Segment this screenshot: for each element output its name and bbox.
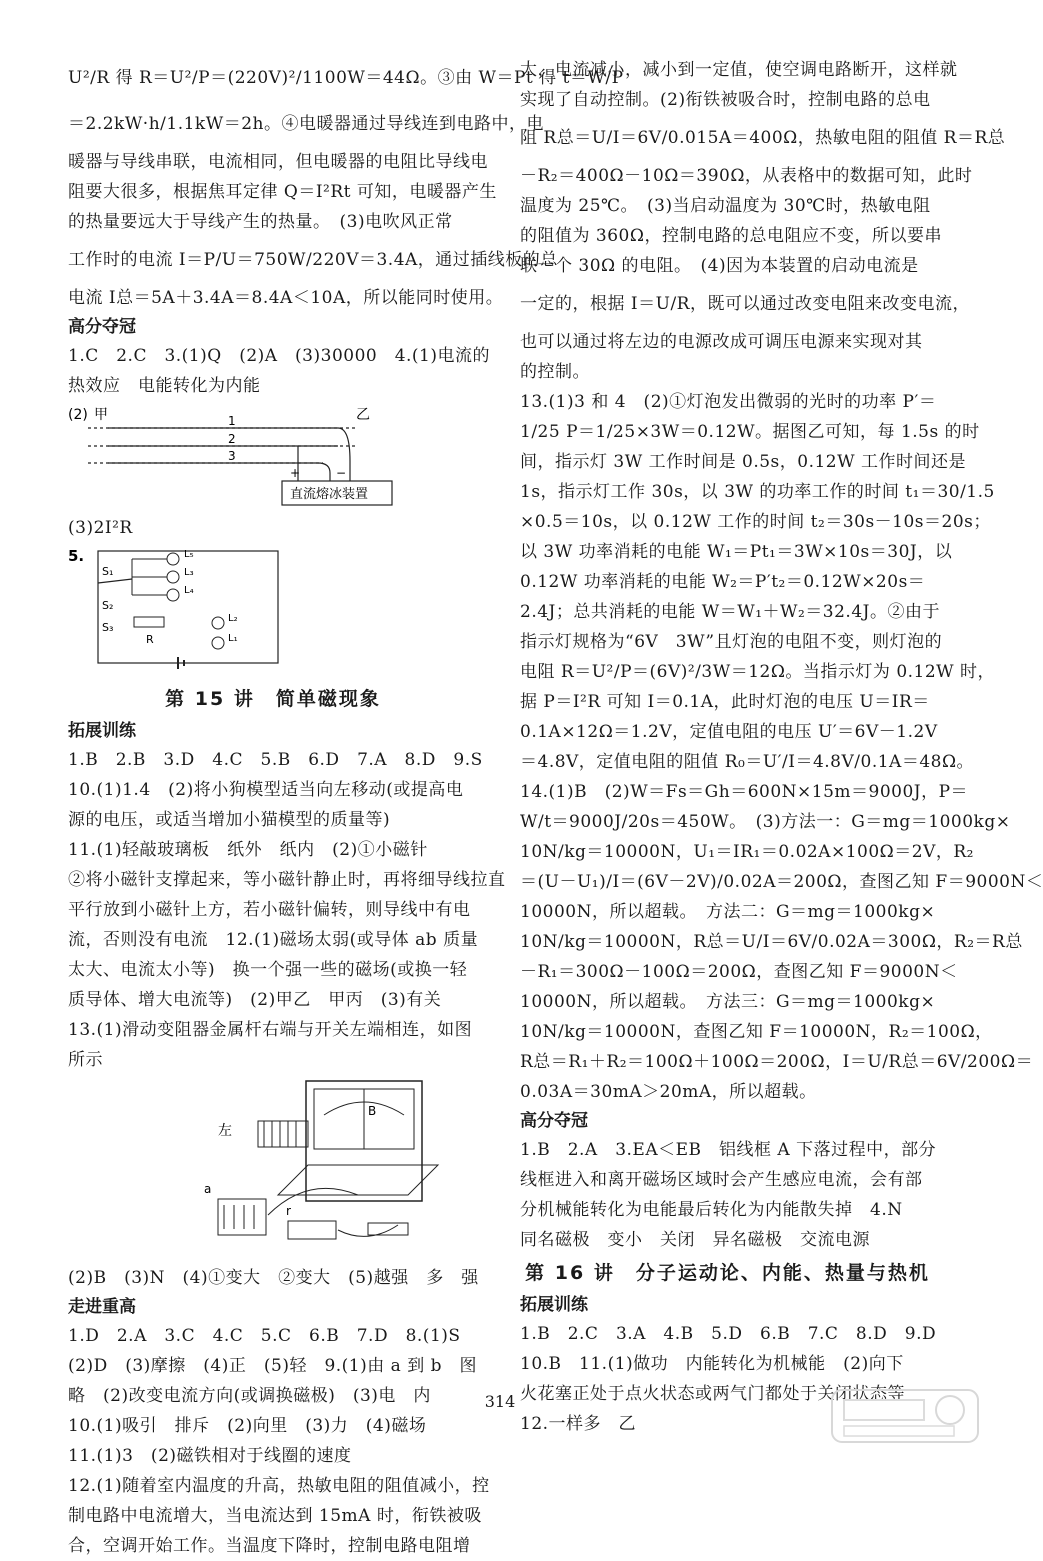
text-line: 源的电压，或适当增加小猫模型的质量等) [68,810,391,830]
text-line: 合，空调开始工作。当温度下降时，控制电路电阻增 [68,1536,471,1556]
text-line: ＝4.8V，定值电阻的阻值 R₀＝U′/I＝4.8V/0.1A＝48Ω。 [520,752,975,772]
text-line: 11.(1)轻敲玻璃板 纸外 纸内 (2)①小磁针 [68,840,428,860]
text-line: 13.(1)滑动变阻器金属杆右端与开关左端相连，如图 [68,1020,473,1040]
text-line: 1s，指示灯工作 30s，以 3W 的功率工作的时间 t₁＝30/1.5 [520,482,995,502]
fig1-label: (2) [68,407,88,423]
fig1-wire-1: 1 [228,414,236,428]
text-line: 热效应 电能转化为内能 [68,376,261,396]
text-line: 10000N，所以超载。 方法三：G＝mg＝1000kg× [520,992,936,1012]
right-paragraph-b [520,1135,935,1255]
text-line: 阻 R总＝U/I＝6V/0.015A＝400Ω，热敏电阻的阻值 R＝R总 [520,128,1006,148]
fig2-l2: L₂ [228,613,238,624]
text-line: 12.(1)随着室内温度的升高，热敏电阻的阻值减小，控 [68,1476,490,1496]
text-line: ×0.5＝10s，以 0.12W 工作的时间 t₂＝30s－10s＝20s； [520,512,991,532]
answer-line-3: (3)2I²R [68,518,133,538]
fig3-a: a [204,1182,212,1196]
left-paragraph-c [68,745,506,1075]
text-line: －R₂＝400Ω－10Ω＝390Ω，从表格中的数据可知，此时 [520,166,973,186]
fig1-plus: + [290,466,301,480]
text-line: 10N/kg＝10000N，查图乙知 F＝10000N，R₂＝100Ω， [520,1022,993,1042]
text-line: 电阻 R＝U²/P＝(6V)²/3W＝12Ω。当指示灯为 0.12W 时， [520,662,996,682]
text-line: 阻要大很多，根据焦耳定律 Q＝I²Rt 可知，电暖器产生 [68,182,497,202]
text-line: 火花塞正处于点火状态或两气门都处于关闭状态等 [520,1384,905,1404]
fig2-l4: L₄ [184,585,194,596]
fig1-jia: 甲 [94,407,108,423]
text-line: (2)D (3)摩擦 (4)正 (5)轻 9.(1)由 a 到 b 图 [68,1356,477,1376]
left-paragraph-e [68,1321,490,1561]
text-line: 的控制。 [520,362,590,382]
text-line: 联一个 30Ω 的电阻。 (4)因为本装置的启动电流是 [520,256,919,276]
text-line: 0.1A×12Ω＝1.2V，定值电阻的电压 U′＝6V－1.2V [520,722,938,742]
fig1-minus: − [336,466,347,480]
text-line: ②将小磁针支撑起来，等小磁针静止时，再将细导线拉直 [68,870,506,890]
text-line: 指示灯规格为“6V 3W”且灯泡的电阻不变，则灯泡的 [520,632,943,652]
text-line: 10.B 11.(1)做功 内能转化为机械能 (2)向下 [520,1354,904,1374]
text-line: 实现了自动控制。(2)衔铁被吸合时，控制电路的总电 [520,90,931,110]
text-line: 所示 [68,1050,103,1070]
text-line: 线框进入和离开磁场区域时会产生感应电流，会有部 [520,1170,923,1190]
text-line: 流，否则没有电流 12.(1)磁场太弱(或导体 ab 质量 [68,930,479,950]
fig1-device-label: 直流熔冰装置 [290,487,369,502]
ice-melting-circuit-figure [68,401,478,513]
text-line: 质导体、增大电流等) (2)甲乙 甲丙 (3)有关 [68,990,442,1010]
electromagnet-apparatus-figure [68,1075,478,1263]
text-line: 10.(1)吸引 排斥 (2)向里 (3)力 (4)磁场 [68,1416,427,1436]
fig3-left: 左 [218,1123,232,1139]
text-line: 13.(1)3 和 4 (2)①灯泡发出微弱的光时的功率 P′＝ [520,392,937,412]
fig2-l3: L₃ [184,567,194,578]
text-line: 11.(1)3 (2)磁铁相对于线圈的速度 [68,1446,352,1466]
text-line: 1.B 2.A 3.EA＜EB 铝线框 A 下落过程中，部分 [520,1140,937,1160]
text-line: 1.B 2.B 3.D 4.C 5.B 6.D 7.A 8.D 9.S [68,750,483,770]
lecture-16-title: 第 16 讲 分子运动论、内能、热量与热机 [525,1262,930,1284]
text-line: (2)B (3)N (4)①变大 ②变大 (5)越强 多 强 [68,1268,479,1288]
text-line: 10N/kg＝10000N，U₁＝IR₁＝0.02A×100Ω＝2V，R₂ [520,842,974,862]
text-line: 以 3W 功率消耗的电能 W₁＝Pt₁＝3W×10s＝30J，以 [520,542,953,562]
fig1-wire-2: 2 [228,432,236,446]
text-line: 10N/kg＝10000N，R总＝U/I＝6V/0.02A＝300Ω，R₂＝R总 [520,932,1023,952]
fig2-l1: L₁ [228,633,238,644]
text-line: －R₁＝300Ω－100Ω＝200Ω，查图乙知 F＝9000N＜ [520,962,958,982]
text-line: 10000N，所以超载。 方法二：G＝mg＝1000kg× [520,902,936,922]
text-line: 电流 I总＝5A＋3.4A＝8.4A＜10A，所以能同时使用。 [68,288,504,308]
fig2-s2: S₂ [102,599,114,612]
page-number: 314 [484,1392,516,1411]
text-line: 制电路中电流增大，当电流达到 15mA 时，衔铁被吸 [68,1506,482,1526]
text-line: 0.12W 功率消耗的电能 W₂＝P′t₂＝0.12W×20s＝ [520,572,926,592]
text-line: 温度为 25℃。 (3)当启动温度为 30℃时，热敏电阻 [520,196,931,216]
text-line: 12.一样多 乙 [520,1414,637,1434]
text-line: 工作时的电流 I＝P/U＝750W/220V＝3.4A，通过插线板的总 [68,250,558,270]
text-line: 暖器与导线串联，电流相同，但电暖器的电阻比导线电 [68,152,488,172]
watermark-logo [830,1386,980,1446]
section-heading-tuozhan-right: 拓展训练 [520,1295,588,1315]
section-heading-zoujin: 走进重高 [68,1297,136,1317]
fig2-l5: L₅ [184,549,194,560]
text-line: 的热量要远大于导线产生的热量。 (3)电吹风正常 [68,212,453,232]
fig2-s1: S₁ [102,565,114,578]
fig1-yi: 乙 [356,407,370,423]
text-line: 也可以通过将左边的电源改成可调压电源来实现对其 [520,332,923,352]
text-line: 1.D 2.A 3.C 4.C 5.C 6.B 7.D 8.(1)S [68,1326,461,1346]
left-paragraph-b [68,341,491,401]
section-heading-tuozhan: 拓展训练 [68,721,136,741]
text-line: U²/R 得 R＝U²/P＝(220V)²/1100W＝44Ω。③由 W＝Pt 得 t＝W/P [68,68,624,88]
left-paragraph-d [68,1263,478,1293]
text-line: 大，电流减小，减小到一定值，使空调电路断开，这样就 [520,60,958,80]
left-paragraph-a [68,55,624,313]
section-heading-gaofen-right: 高分夺冠 [520,1111,588,1131]
text-line: 一定的，根据 I＝U/R，既可以通过改变电阻来改变电流， [520,294,970,314]
text-line: 2.4J；总共消耗的电能 W＝W₁＋W₂＝32.4J。②由于 [520,602,940,622]
text-line: 1.C 2.C 3.(1)Q (2)A (3)30000 4.(1)电流的 [68,346,491,366]
text-line: ＝(U－U₁)/I＝(6V－2V)/0.02A＝200Ω，查图乙知 F＝9000N＜ [520,872,1043,892]
fig3-b: B [368,1104,377,1118]
text-line: 1.B 2.C 3.A 4.B 5.D 6.B 7.C 8.D 9.D [520,1324,937,1344]
fig2-s3: S₃ [102,621,114,634]
text-line: W/t＝9000J/20s＝450W。 (3)方法一：G＝mg＝1000kg× [520,812,1011,832]
text-line: 同名磁极 变小 关闭 异名磁极 交流电源 [520,1230,870,1250]
text-line: 10.(1)1.4 (2)将小狗模型适当向左移动(或提高电 [68,780,464,800]
text-line: 1/25 P＝1/25×3W＝0.12W。据图乙可知，每 1.5s 的时 [520,422,980,442]
section-heading-gaofen: 高分夺冠 [68,317,136,337]
text-line: 平行放到小磁针上方，若小磁针偏转，则导线中有电 [68,900,471,920]
text-line: 间，指示灯 3W 工作时间是 0.5s，0.12W 工作时间还是 [520,452,966,472]
text-line: 略 (2)改变电流方向(或调换磁极) (3)电 内 [68,1386,431,1406]
right-column [520,55,1043,1439]
lamp-switch-circuit-figure [68,543,478,681]
text-line: R总＝R₁＋R₂＝100Ω＋100Ω＝200Ω，I＝U/R总＝6V/200Ω＝ [520,1052,1034,1072]
fig1-wire-3: 3 [228,449,236,463]
text-line: 14.(1)B (2)W＝Fs＝Gh＝600N×15m＝9000J，P＝ [520,782,969,802]
fig3-r: r [286,1204,291,1218]
text-line: 分机械能转化为电能最后转化为内能散失掉 4.N [520,1200,903,1220]
text-line: 据 P＝I²R 可知 I＝0.1A，此时灯泡的电压 U＝IR＝ [520,692,930,712]
fig2-r: R [146,633,154,646]
text-line: ＝2.2kW·h/1.1kW＝2h。④电暖器通过导线连到电路中，电 [68,114,544,134]
text-line: 0.03A＝30mA＞20mA，所以超载。 [520,1082,817,1102]
right-paragraph-a [520,55,1043,1107]
text-line: 太大、电流太小等) 换一个强一些的磁场(或换一轻 [68,960,468,980]
text-line: 的阻值为 360Ω，控制电路的总电阻应不变，所以要串 [520,226,942,246]
q5-label: 5. [68,547,85,565]
lecture-15-title: 第 15 讲 简单磁现象 [165,688,381,710]
